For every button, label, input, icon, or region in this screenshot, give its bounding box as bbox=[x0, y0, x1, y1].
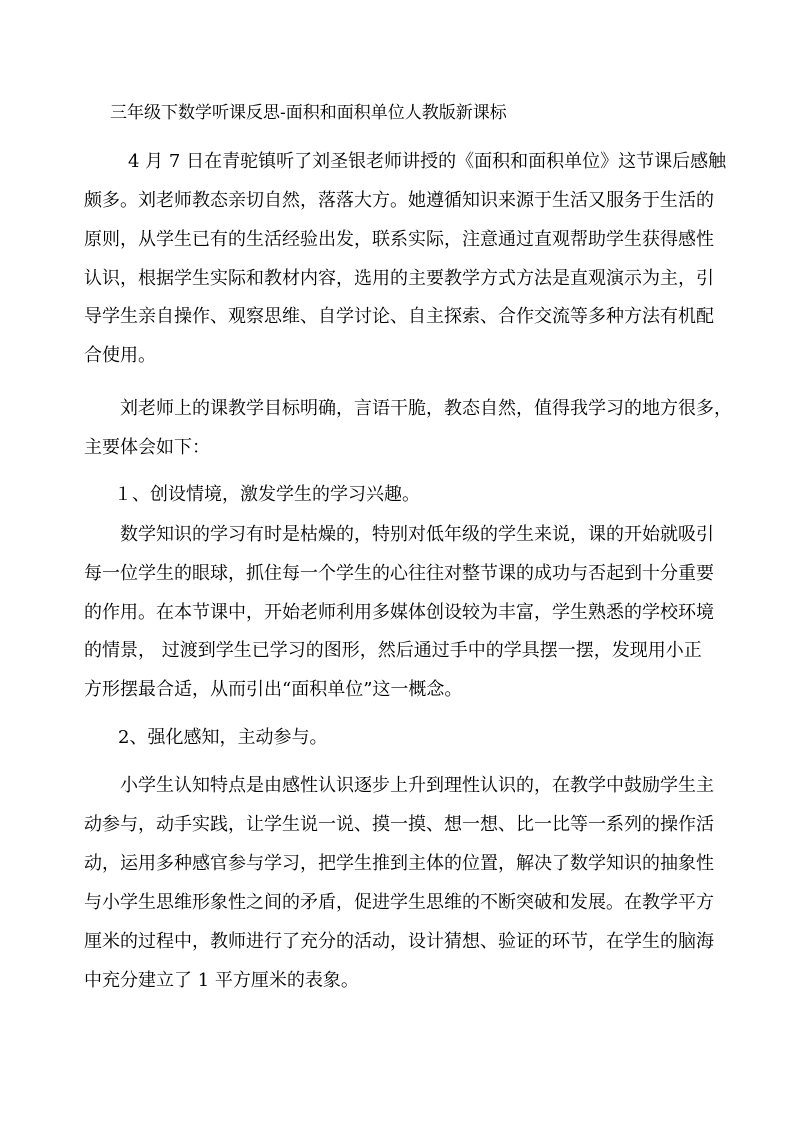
body-line: 刘老师上的课教学目标明确，言语干脆，教态自然，值得我学习的地方很多， bbox=[120, 398, 732, 419]
body-line: 4 月 7 日在青驼镇听了刘圣银老师讲授的《面积和面积单位》这节课后感触 bbox=[128, 151, 727, 172]
body-line: 原则，从学生已有的生活经验出发，联系实际，注意通过直观帮助学生获得感性 bbox=[84, 229, 714, 250]
body-line: 与小学生思维形象性之间的矛盾，促进学生思维的不断突破和发展。在教学平方 bbox=[84, 892, 714, 913]
body-line: 数学知识的学习有时是枯燥的，特别对低年级的学生来说，课的开始就吸引 bbox=[120, 524, 714, 545]
body-line: 导学生亲自操作、观察思维、自学讨论、自主探索、合作交流等多种方法有机配 bbox=[84, 306, 714, 327]
body-line: 的情景， 过渡到学生已学习的图形，然后通过手中的学具摆一摆，发现用小正 bbox=[84, 640, 702, 661]
body-line: 主要体会如下： bbox=[84, 437, 210, 458]
body-line: 颇多。刘老师教态亲切自然，落落大方。她遵循知识来源于生活又服务于生活的 bbox=[84, 190, 714, 211]
body-line: 中充分建立了 1 平方厘米的表象。 bbox=[84, 970, 359, 991]
document-title: 三年级下数学听课反思-面积和面积单位人教版新课标 bbox=[110, 103, 507, 123]
body-line: 小学生认知特点是由感性认识逐步上升到理性认识的，在教学中鼓励学生主 bbox=[120, 775, 714, 796]
body-line: 认识，根据学生实际和教材内容，选用的主要教学方式方法是直观演示为主，引 bbox=[84, 268, 714, 289]
body-line: 的作用。在本节课中，开始老师利用多媒体创设较为丰富，学生熟悉的学校环境 bbox=[84, 602, 714, 623]
body-line: 动，运用多种感官参与学习，把学生推到主体的位置，解决了数学知识的抽象性 bbox=[84, 853, 714, 874]
body-line: 每一位学生的眼球，抓住每一个学生的心往往对整节课的成功与否起到十分重要 bbox=[84, 563, 714, 584]
section-heading: １、创设情境，激发学生的学习兴趣。 bbox=[114, 484, 420, 505]
body-line: 厘米的过程中，教师进行了充分的活动，设计猜想、验证的环节，在学生的脑海 bbox=[84, 931, 714, 952]
body-line: 合使用。 bbox=[84, 345, 156, 366]
section-heading: 2、强化感知，主动参与。 bbox=[118, 727, 328, 748]
body-line: 方形摆最合适，从而引出“面积单位”这一概念。 bbox=[84, 679, 463, 700]
body-line: 动参与，动手实践，让学生说一说、摸一摸、想一想、比一比等一系列的操作活 bbox=[84, 814, 714, 835]
